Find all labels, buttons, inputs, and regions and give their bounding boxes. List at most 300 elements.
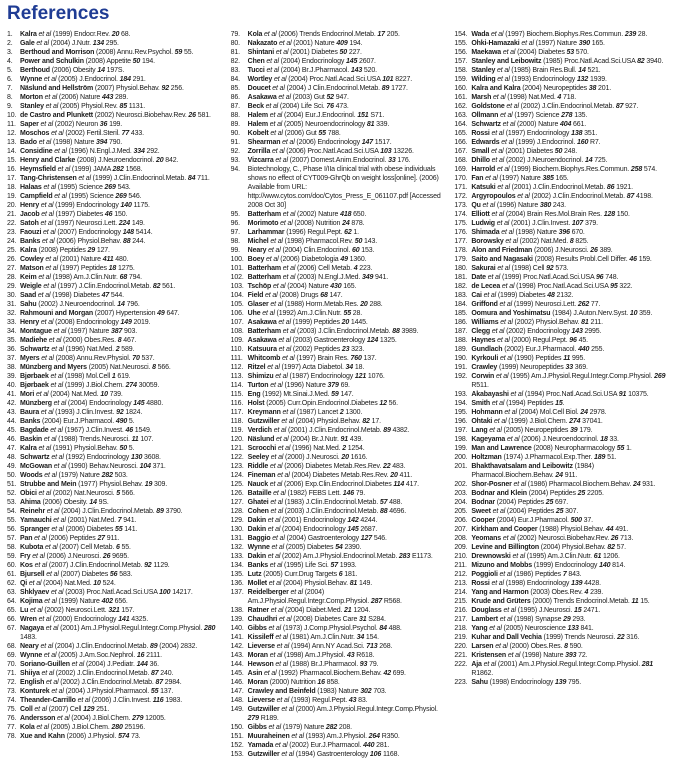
reference-item	[7, 147, 222, 156]
reference-text: Soriano-Guillen et al (2004) J.Pediatr. 144 36.	[20, 661, 159, 668]
reference-number: 135.	[230, 571, 244, 578]
reference-number: 99.	[230, 247, 240, 254]
reference-text: Yamauchi et al (2001) Nat.Med. 7 941.	[20, 517, 137, 524]
reference-number: 58.	[7, 544, 17, 551]
reference-number: 195.	[454, 409, 468, 416]
reference-item	[454, 489, 669, 498]
reference-text: Woods et al (1979) Nature 282 503.	[20, 472, 128, 479]
reference-number: 114.	[230, 382, 244, 389]
reference-item	[231, 111, 446, 120]
reference-number: 18.	[7, 184, 17, 191]
reference-text: Wilding et al (1993) Endocrinology 132 1939.	[471, 76, 607, 83]
reference-number: 153.	[230, 751, 244, 758]
reference-number: 154.	[454, 31, 468, 38]
reference-text: Sahu (1998) Endocrinology 139 795.	[471, 679, 582, 686]
reference-item	[7, 228, 222, 237]
reference-number: 85.	[230, 85, 240, 92]
reference-text: Kos et al (2007) J.Clin.Endocrinol.Metab. 92 1129.	[20, 562, 170, 569]
reference-number: 50.	[7, 472, 17, 479]
reference-text: Jacob et al (1997) Diabetes 46 150.	[20, 211, 128, 218]
reference-item	[454, 291, 669, 300]
reference-number: 170.	[454, 175, 468, 182]
reference-number: 70.	[7, 661, 17, 668]
reference-text: Fan et al (1997) Nature 385 165.	[471, 175, 569, 182]
reference-text: Dakin et al (2002) Am.J.Physiol.Endocrinol.Metab. 283 E1173.	[247, 553, 433, 560]
reference-number: 200.	[454, 454, 468, 461]
reference-number: 115.	[230, 391, 244, 398]
reference-item	[454, 237, 669, 246]
reference-item	[454, 552, 669, 561]
reference-text: Levine and Billington (2004) Physiol.Behav. 82 57.	[471, 544, 626, 551]
reference-item	[7, 597, 222, 606]
reference-text: Bado et al (1998) Nature 394 790.	[20, 139, 123, 146]
reference-text: Kristensen et al (1998) Nature 393 72.	[471, 652, 588, 659]
reference-text: Ghatei et al (1983) J.Clin.Endocrinol.Metab. 57 488.	[247, 499, 403, 506]
reference-item	[7, 579, 222, 588]
reference-number: 190.	[454, 355, 468, 362]
reference-number: 80.	[230, 40, 240, 47]
reference-item	[231, 48, 446, 57]
reference-text: Kageyama et al (2006) J.Neuroendocrinol. 18 33.	[471, 436, 619, 443]
reference-item	[454, 255, 669, 264]
reference-item	[454, 219, 669, 228]
reference-number: 24.	[7, 238, 17, 245]
reference-item	[7, 102, 222, 111]
reference-number: 48.	[7, 454, 17, 461]
reference-item	[231, 336, 446, 345]
reference-number: 198.	[454, 436, 468, 443]
reference-text: Nagaya et al (2001) Am.J.Physiol.Regul.Integr.Comp.Physiol. 280 1483.	[20, 625, 216, 641]
reference-text: Katsuura et al (2002) Peptides 23 323.	[247, 346, 365, 353]
reference-text: Schwartz et al (2000) Nature 404 661.	[471, 121, 587, 128]
reference-text: Bhakthavatsalam and Leibowitz (1984) Pharmacol.Biochem.Behav. 24 911.	[471, 463, 594, 479]
reference-item	[7, 714, 222, 723]
reference-number: 212.	[454, 571, 468, 578]
reference-item	[231, 417, 446, 426]
reference-text: Reinehr et al (2004) J.Clin.Endocrinol.Metab. 89 3790.	[20, 508, 183, 515]
reference-item	[7, 282, 222, 291]
reference-text: Uhe et al (1992) Am.J.Clin.Nutr. 55 28.	[247, 310, 363, 317]
reference-text: Gibbs et al (1979) Nature 282 208.	[247, 724, 352, 731]
reference-item	[454, 300, 669, 309]
reference-number: 86.	[230, 94, 240, 101]
reference-number: 8.	[7, 94, 13, 101]
reference-text: Shearman et al (2006) Endocrinology 147 1517.	[247, 139, 392, 146]
reference-item	[7, 39, 222, 48]
reference-item	[7, 687, 222, 696]
reference-number: 9.	[7, 103, 13, 110]
reference-text: Spranger et al (2006) Diabetes 55 141.	[20, 526, 138, 533]
reference-text: Williams et al (2002) Physiol.Behav. 81 211.	[471, 319, 603, 326]
reference-item	[7, 165, 222, 174]
reference-item	[7, 606, 222, 615]
reference-number: 130.	[230, 526, 244, 533]
reference-item	[454, 93, 669, 102]
reference-number: 207.	[454, 526, 468, 533]
reference-number: 74.	[7, 697, 17, 704]
reference-text: Gutzwiller et al (2000) Am.J.Physiol.Regul.Integr.Comp.Physiol. 279 R189.	[247, 706, 438, 722]
reference-item	[7, 561, 222, 570]
reference-item	[7, 660, 222, 669]
reference-number: 205.	[454, 508, 468, 515]
reference-text: Scrocchi et al (1996) Nat.Med. 2 1254.	[247, 445, 365, 452]
reference-item	[454, 435, 669, 444]
reference-number: 31.	[7, 301, 17, 308]
reference-item	[231, 318, 446, 327]
reference-text: de Castro and Plunkett (2002) Neurosci.Biobehav.Rev. 26 581.	[20, 112, 211, 119]
reference-item	[7, 48, 222, 57]
reference-item	[231, 435, 446, 444]
reference-item	[454, 651, 669, 660]
reference-number: 187.	[454, 328, 468, 335]
reference-item	[454, 480, 669, 489]
reference-text: Michel et al (1998) Pharmacol.Rev. 50 143.	[247, 238, 378, 245]
reference-text: Yang et al (2005) Neuroscience 133 841.	[471, 625, 594, 632]
reference-number: 39.	[7, 373, 17, 380]
reference-text: Bataille et al (1982) FEBS Lett. 146 79.	[247, 490, 366, 497]
reference-number: 186.	[454, 319, 468, 326]
reference-item	[231, 453, 446, 462]
reference-number: 28.	[7, 274, 17, 281]
reference-number: 61.	[7, 571, 17, 578]
reference-item	[454, 174, 669, 183]
reference-text: Corwin et al (1995) Am.J.Physiol.Regul.Integr.Comp.Physiol. 269 R511.	[471, 373, 666, 389]
reference-item	[454, 102, 669, 111]
reference-item	[7, 516, 222, 525]
reference-item	[454, 129, 669, 138]
reference-number: 123.	[230, 463, 244, 470]
reference-item	[7, 642, 222, 651]
reference-text: Dakin et al (2004) Endocrinology 145 2687.	[247, 526, 378, 533]
reference-number: 59.	[7, 553, 17, 560]
reference-number: 111.	[230, 355, 243, 362]
reference-text: Kirkham and Cooper (1988) Physiol.Behav. 44 491.	[471, 526, 629, 533]
reference-item	[231, 237, 446, 246]
reference-item	[454, 84, 669, 93]
reference-text: Vizcarra et al (2007) Domest.Anim.Endocrinol. 33 176.	[247, 157, 411, 164]
reference-item	[7, 534, 222, 543]
reference-text: Doucet et al (2004) J Clin.Endocrinol.Metab. 89 1727.	[247, 85, 408, 92]
reference-text: Xue and Kahn (2006) J.Physiol. 574 73.	[20, 733, 141, 740]
reference-text: Kalra and Kalra (2004) Neuropeptides 38 201.	[471, 85, 612, 92]
reference-number: 60.	[7, 562, 17, 569]
reference-item	[7, 363, 222, 372]
reference-number: 210.	[454, 553, 468, 560]
reference-item	[7, 480, 222, 489]
reference-text: Kreymann et al (1987) Lancet 2 1300.	[247, 409, 363, 416]
reference-number: 94.	[230, 166, 240, 173]
reference-text: Konturek et al (2004) J.Physiol.Pharmacol. 55 137.	[20, 688, 174, 695]
reference-text: Kalra (2008) Peptides 29 127.	[20, 247, 110, 254]
reference-number: 175.	[454, 220, 468, 227]
reference-item	[7, 570, 222, 579]
reference-item	[454, 399, 669, 408]
reference-item	[231, 678, 446, 687]
reference-item	[7, 210, 222, 219]
reference-text: Gale et al (2004) J.Nutr. 134 295.	[20, 40, 119, 47]
reference-item	[454, 273, 669, 282]
reference-number: 103.	[230, 283, 244, 290]
reference-number: 138.	[230, 607, 244, 614]
reference-number: 17.	[7, 175, 17, 182]
reference-number: 203.	[454, 490, 468, 497]
reference-text: Edwards et al (1999) J.Endocrinol. 160 R7.	[471, 139, 601, 146]
reference-number: 33.	[7, 319, 17, 326]
reference-number: 20.	[7, 202, 17, 209]
reference-text: Turton et al (1996) Nature 379 69.	[247, 382, 350, 389]
reference-number: 128.	[230, 508, 244, 515]
reference-text: Hohmann et al (2004) Mol.Cell Biol. 24 2978.	[471, 409, 607, 416]
reference-item	[454, 462, 669, 480]
reference-item	[231, 255, 446, 264]
reference-item	[454, 363, 669, 372]
reference-text: Bjursell et al (2007) Diabetes 56 583.	[20, 571, 133, 578]
reference-text: Qu et al (1996) Nature 380 243.	[471, 202, 566, 209]
reference-number: 206.	[454, 517, 468, 524]
reference-number: 119.	[230, 427, 244, 434]
reference-text: Stanley et al (1985) Brain Res.Bull. 14 521.	[471, 67, 601, 74]
reference-item	[7, 408, 222, 417]
reference-text: Berthoud and Morrison (2008) Annu.Rev.Psychol. 59 55.	[20, 49, 194, 56]
reference-item	[231, 642, 446, 651]
reference-item	[454, 417, 669, 426]
reference-number: 78.	[7, 733, 17, 740]
reference-number: 134.	[230, 562, 244, 569]
reference-number: 16.	[7, 166, 17, 173]
reference-text: Verdich et al (2001) J.Clin.Endocrinol.Metab. 89 4382.	[247, 427, 410, 434]
reference-item	[454, 561, 669, 570]
reference-item	[454, 597, 669, 606]
reference-text: Field et al (2008) Drugs 68 147.	[247, 292, 343, 299]
reference-number: 47.	[7, 445, 17, 452]
reference-number: 112.	[230, 364, 244, 371]
reference-text: Bjørbaek et al (1999) J.Biol.Chem. 274 30059.	[20, 382, 160, 389]
reference-item	[454, 624, 669, 633]
reference-text: Asin et al (1992) Pharmacol.Biochem.Behav. 42 699.	[247, 670, 406, 677]
reference-number: 26.	[7, 256, 17, 263]
reference-text: Maekawa et al (2004) Diabetes 53 570.	[471, 49, 589, 56]
reference-number: 149.	[230, 706, 244, 713]
reference-number: 173.	[454, 202, 468, 209]
reference-item	[231, 282, 446, 291]
reference-text: Mollet et al (2004) Physiol.Behav. 81 149.	[247, 580, 373, 587]
reference-item	[7, 624, 222, 642]
reference-item	[454, 498, 669, 507]
reference-item	[454, 246, 669, 255]
reference-text: Halem et al (2005) Neuroendocrinology 81 339.	[247, 121, 390, 128]
reference-text: Riddle et al (2006) Diabetes Metab.Res.Rev. 22 483.	[247, 463, 406, 470]
reference-item	[231, 300, 446, 309]
reference-item	[7, 192, 222, 201]
reference-item	[231, 660, 446, 669]
reference-item	[7, 444, 222, 453]
reference-text: Kobelt et al (2006) Gut 55 788.	[247, 130, 341, 137]
reference-number: 137.	[230, 589, 244, 596]
reference-number: 105.	[230, 301, 244, 308]
reference-number: 72.	[7, 679, 17, 686]
reference-text: Ohtaki et al (1999) J.Biol.Chem. 274 37041.	[471, 418, 603, 425]
reference-item	[231, 633, 446, 642]
reference-item	[231, 264, 446, 273]
reference-columns	[7, 30, 669, 759]
reference-item	[454, 75, 669, 84]
reference-text: Cai et al (1999) Diabetes 48 2132.	[471, 292, 574, 299]
reference-item	[231, 723, 446, 732]
reference-number: 162.	[454, 103, 468, 110]
reference-item	[231, 66, 446, 75]
reference-number: 163.	[454, 112, 468, 119]
reference-number: 98.	[230, 238, 240, 245]
reference-item	[454, 336, 669, 345]
reference-number: 164.	[454, 121, 468, 128]
reference-text: Muuraheinen et al (1993) Am.J.Physiol. 264 R350.	[247, 733, 400, 740]
reference-number: 88.	[230, 112, 240, 119]
reference-item	[231, 408, 446, 417]
reference-text: Larsen et al (2000) Obes.Res. 8 590.	[471, 643, 583, 650]
reference-text: Morton et al (2006) Nature 443 289.	[20, 94, 129, 101]
reference-text: Krude and Grüters (2000) Trends Endocrinol.Metab. 11 15.	[471, 598, 650, 605]
reference-number: 66.	[7, 616, 17, 623]
reference-item	[231, 462, 446, 471]
reference-number: 131.	[230, 535, 244, 542]
reference-number: 156.	[454, 49, 468, 56]
reference-item	[7, 453, 222, 462]
reference-item	[7, 336, 222, 345]
reference-text: Biotechnology, C., Phase I/IIa clinical trial with obese individuals shows no effect of CYT009-GhrQb on weight loss[online]. (2006) Available from URL: http://www.cytos.com/doc/Cytos_Press_E_061107.pdf [Accessed 2008 Oct 30]	[247, 166, 441, 209]
reference-number: 92.	[230, 148, 240, 155]
reference-number: 118.	[230, 418, 244, 425]
reference-number: 67.	[7, 625, 17, 632]
reference-number: 95.	[230, 211, 240, 218]
reference-text: Wynne et al (2005) J.Endocrinol. 184 291.	[20, 76, 146, 83]
reference-item	[231, 228, 446, 237]
reference-number: 63.	[7, 589, 17, 596]
reference-text: Gundlach (2002) Eur.J.Pharmacol. 440 255.	[471, 346, 605, 353]
reference-text: Sakurai et al (1998) Cell 92 573.	[471, 265, 569, 272]
reference-text: Berthoud (2006) Obesity 14 197S.	[20, 67, 125, 74]
reference-text: Münzberg et al (2004) Endocrinology 145 4880.	[20, 400, 164, 407]
reference-item	[454, 516, 669, 525]
reference-number: 3.	[7, 49, 13, 56]
reference-text: Asakawa et al (2003) Gut 52 947.	[247, 94, 349, 101]
reference-number: 96.	[230, 220, 240, 227]
reference-item	[454, 327, 669, 336]
reference-item	[7, 273, 222, 282]
reference-text: Shiiya et al (2002) J.Clin.Endocrinol.Metab. 87 240.	[20, 670, 174, 677]
reference-text: Whitcomb et al (1997) Brain Res. 760 137.	[247, 355, 377, 362]
reference-number: 108.	[230, 328, 244, 335]
reference-item	[231, 381, 446, 390]
reference-text: Mizuno and Mobbs (1999) Endocrinology 140 814.	[471, 562, 626, 569]
reference-item	[454, 579, 669, 588]
reference-text: Strubbe and Mein (1977) Physiol.Behav. 19 309.	[20, 481, 168, 488]
reference-number: 19.	[7, 193, 17, 200]
reference-item	[231, 363, 446, 372]
reference-item	[454, 192, 669, 201]
reference-item	[7, 471, 222, 480]
reference-text: Bodnar (2004) Peptides 25 697.	[471, 499, 569, 506]
reference-item	[454, 201, 669, 210]
reference-item	[454, 228, 669, 237]
reference-number: 136.	[230, 580, 244, 587]
reference-column-3	[454, 30, 669, 687]
reference-item	[454, 147, 669, 156]
reference-item	[7, 30, 222, 39]
reference-item	[7, 84, 222, 93]
reference-text: Lu et al (2002) Neurosci.Lett. 321 157.	[20, 607, 135, 614]
reference-item	[231, 219, 446, 228]
reference-item	[454, 354, 669, 363]
reference-item	[7, 129, 222, 138]
reference-number: 158.	[454, 67, 468, 74]
reference-item	[7, 219, 222, 228]
reference-item	[454, 345, 669, 354]
reference-text: Akabayashi et al (1994) Proc.Natl.Acad.Sci.USA 91 10375.	[471, 391, 649, 398]
reference-item	[7, 300, 222, 309]
reference-text: Clegg et al (2002) Endocrinology 143 2995.	[471, 328, 602, 335]
reference-number: 133.	[230, 553, 244, 560]
reference-number: 91.	[230, 139, 240, 146]
reference-text: Asakawa et al (1999) Peptides 20 1445.	[247, 319, 368, 326]
reference-number: 201.	[454, 463, 468, 470]
reference-text: Neary et al (2004) J.Clin.Endocrinol.Metab. 89 (2004) 2832.	[20, 643, 198, 650]
reference-text: Münzberg and Myers (2005) Nat.Neurosci. 8 566.	[20, 364, 171, 371]
reference-text: Matson et al (1997) Peptides 18 1275.	[20, 265, 135, 272]
reference-number: 38.	[7, 364, 17, 371]
reference-number: 79.	[230, 31, 240, 38]
reference-text: Myers et al (2008) Annu.Rev.Physiol. 70 537.	[20, 355, 155, 362]
reference-text: Fry et al (2006) J.Neurosci. 26 9695.	[20, 553, 129, 560]
reference-text: Tucci et al (2004) Br.J.Pharmacol. 143 520.	[247, 67, 377, 74]
reference-number: 30.	[7, 292, 17, 299]
reference-number: 81.	[230, 49, 240, 56]
reference-number: 12.	[7, 130, 17, 137]
reference-item	[231, 390, 446, 399]
reference-text: Elliott et al (2004) Brain Res.Mol.Brain Res. 128 150.	[471, 211, 630, 218]
reference-number: 223.	[454, 679, 468, 686]
reference-text: Moran et al (1998) Am.J.Physiol. 43 R618.	[247, 652, 375, 659]
reference-text: Banks et al (1995) Life Sci. 57 1993.	[247, 562, 357, 569]
reference-text: Eng (1992) Mt.Sinai.J.Med. 59 147.	[247, 391, 354, 398]
reference-number: 189.	[454, 346, 468, 353]
reference-text: Kola et al (2005) J.Biol.Chem. 280 25196.	[20, 724, 146, 731]
reference-text: Andersson et al (2004) J.Biol.Chem. 279 12005.	[20, 715, 166, 722]
reference-number: 209.	[454, 544, 468, 551]
reference-text: Power and Schulkin (2008) Appetite 50 194.	[20, 58, 155, 65]
reference-item	[7, 543, 222, 552]
reference-item	[231, 84, 446, 93]
reference-text: Chen et al (2004) Endocrinology 145 2607.	[247, 58, 376, 65]
reference-item	[454, 633, 669, 642]
reference-item	[231, 291, 446, 300]
reference-item	[7, 246, 222, 255]
reference-item	[454, 390, 669, 399]
reference-item	[7, 588, 222, 597]
reference-number: 37.	[7, 355, 17, 362]
reference-text: Oomura and Yoshimatsu (1984) J.Auton.Nerv.Syst. 10 359.	[471, 310, 653, 317]
reference-text: Cohen et al (2003) J.Clin.Endocrinol.Metab. 88 4696.	[247, 508, 407, 515]
reference-number: 71.	[7, 670, 17, 677]
reference-number: 132.	[230, 544, 244, 551]
reference-text: English et al (2002) J.Clin.Endocrinol.Metab. 87 2984.	[20, 679, 182, 686]
reference-item	[231, 651, 446, 660]
reference-item	[231, 570, 446, 579]
reference-item	[7, 732, 222, 741]
reference-text: Shintani et al (2001) Diabetes 50 227.	[247, 49, 362, 56]
reference-text: Ahima (2006) Obesity. 14 9S.	[20, 499, 109, 506]
reference-number: 101.	[230, 265, 244, 272]
reference-number: 51.	[7, 481, 17, 488]
